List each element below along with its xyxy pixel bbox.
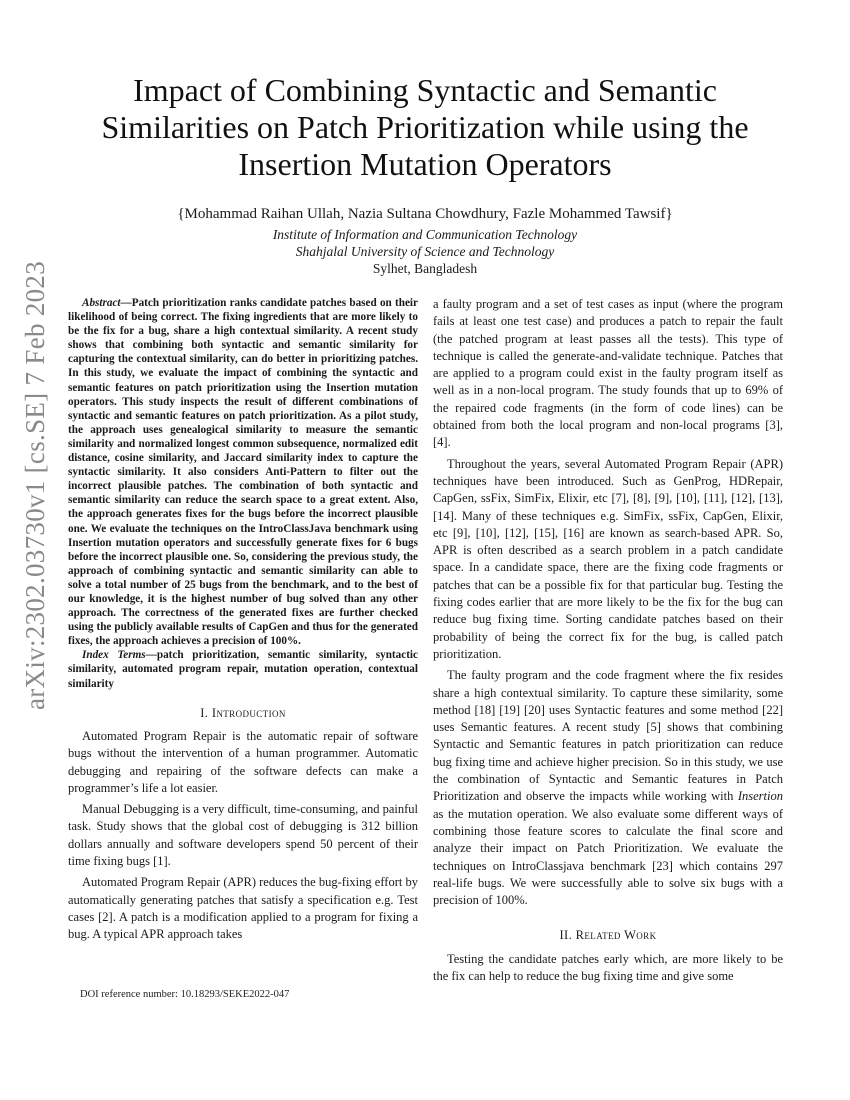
abstract <box>68 296 418 648</box>
abstract-text: —Patch prioritization ranks candidate patches based on their likelihood of being correct. The fixing ingredients that are more likely to be the fix for a bug, share a high contextual similarity. A recent study shows that combining both syntactic and semantic similarity for capturing the contextual similarity, can do better in prioritizing patches. In this study, we evaluate the impact of combining the syntactic and semantic features on patch prioritization using the Insertion mutation operators. This study inspects the result of different combinations of syntactic and semantic features on patch prioritization. As a pilot study, the approach uses genealogical similarity to measure the semantic similarity and normalized longest common subsequence, normalized edit distance, cosine similarity, and Jaccard similarity index to capture the syntactic similarity. It also considers Anti-Pattern to filter out the incorrect plausible patches. The combination of both syntactic and semantic similarity can reduce the search space to a great extent. Also, the approach generates fixes for the bugs before the incorrect plausible one. We evaluate the techniques on the IntroClassJava benchmark using Insertion mutation operators and successfully generate fixes for 6 bugs before the incorrect plausible one. So, considering the previous study, the approach of combining syntactic and semantic similarity can able to solve a total number of 25 bugs from the benchmark, and to the best of our knowledge, it is the highest number of bug solved than any other approach. The correctness of the generated fixes are further checked using the publicly available results of CapGen and thus for the generated fixes, the approach achieves a precision of 100%. <box>68 297 418 648</box>
intro-paragraph-3-continued: a faulty program and a set of test cases as input (where the program fails at least one test case) and produces a patch to repair the fault (the patched program at least passes all the tests). This type of technique is called the generate-and-validate technique. Patches that are applied to a program could exist in the faulty program itself as well as in a non-local program. The study founds that up to 69% of the repaired code fragments (in the form of code lines) can be obtained from both the local program and non-local programs [3], [4]. <box>433 297 783 450</box>
affiliation-institute: Institute of Information and Communication Technology <box>272 227 578 242</box>
title-line: Impact of Combining Syntactic and Semantic <box>133 72 717 108</box>
index-terms-label: Index Terms <box>82 649 146 662</box>
intro-paragraph-1: Automated Program Repair is the automatic repair of software bugs without the intervention of a human programmer. Automatic debugging and repairing of the software defects can make a programmer’s life a lot easier. <box>68 728 418 795</box>
affiliation-location: Sylhet, Bangladesh <box>372 261 478 276</box>
arxiv-stamp <box>14 260 58 710</box>
intro-paragraph-5-emphasis: Insertion <box>737 789 783 804</box>
section-heading-introduction: I. Introduction <box>200 705 286 720</box>
section-heading-related-work: II. Related Work <box>559 928 657 943</box>
intro-paragraph-5-part-1: The faulty program and the code fragment where the fix resides share a high contextual similarity. To capture these similarity, some method [18] [19] [20] uses Syntactic features and some method [22] uses Semantic features. A recent study [5] shows that combining Syntactic and Semantic features in patch prioritization can reduce bug fixing time and achieve higher precision. So in this study, we use the combination of Syntactic and Semantic features in Patch Prioritization and observe the impacts while working with <box>433 668 783 804</box>
intro-paragraph-5-part-2: as the mutation operation. We also evaluate some different ways of combining those feature scores to calculate the final score and analyze their impact on Patch Prioritization. We evaluate the techniques on IntroClassjava benchmark [23] which contains 297 real-life bugs. We were successfully able to solve six bugs with a precision of 100%. <box>433 806 783 908</box>
intro-paragraph-5 <box>433 667 783 909</box>
intro-paragraph-2: Manual Debugging is a very difficult, time-consuming, and painful task. Study shows that the global cost of debugging is 312 billion dollars annually and software developers spend 50 percent of their time fixing bugs [1]. <box>68 802 418 868</box>
related-paragraph-1: Testing the candidate patches early which, are more likely to be the fix can help to reduce the bug fixing time and give some <box>433 951 783 983</box>
left-column <box>68 296 418 947</box>
right-column <box>433 296 783 989</box>
doi-footnote: DOI reference number: 10.18293/SEKE2022-047 <box>80 989 290 1000</box>
index-terms <box>68 648 418 690</box>
paper-title <box>60 72 790 183</box>
arxiv-stamp-text: arXiv:2302.03730v1 [cs.SE] 7 Feb 2023 <box>20 260 51 710</box>
title-line: Insertion Mutation Operators <box>238 146 612 182</box>
intro-paragraph-3: Automated Program Repair (APR) reduces the bug-fixing effort by automatically generating patches that satisfy a specification e.g. Test cases [2]. A patch is a modification applied to a program for fixing a bug. A typical APR approach takes <box>68 875 418 942</box>
intro-paragraph-4: Throughout the years, several Automated Program Repair (APR) techniques have been introduced. Such as GenProg, HDRepair, CapGen, ssFix, SimFix, Elixir, etc [7], [8], [9], [10], [11], [12], [13], [14]. Many of these techniques e.g. SimFix, ssFix, CapGen, Elixir, etc [9], [10], [12], [15], [16] are known as search-based APR. So, APR is often described as a search problem in a patch candidate space. In a candidate space, there are the fixing code fragments or patches that can be a possible fix for that particular bug. Testing the fixing codes earlier that are more likely to be the fix for the bug can reduce bug fixing time. Sorting candidate patches based on their probability of being the correct fix for the bug, is called patch prioritization. <box>433 456 783 661</box>
author-list: {Mohammad Raihan Ullah, Nazia Sultana Chowdhury, Fazle Mohammed Tawsif} <box>177 206 673 222</box>
title-line: Similarities on Patch Prioritization while using the <box>101 109 749 145</box>
abstract-label: Abstract <box>82 297 121 309</box>
affiliation-university: Shahjalal University of Science and Technology <box>295 244 555 259</box>
index-terms-text: —patch prioritization, semantic similarity, syntactic similarity, automated program repair, mutation operation, contextual similarity <box>68 649 418 690</box>
